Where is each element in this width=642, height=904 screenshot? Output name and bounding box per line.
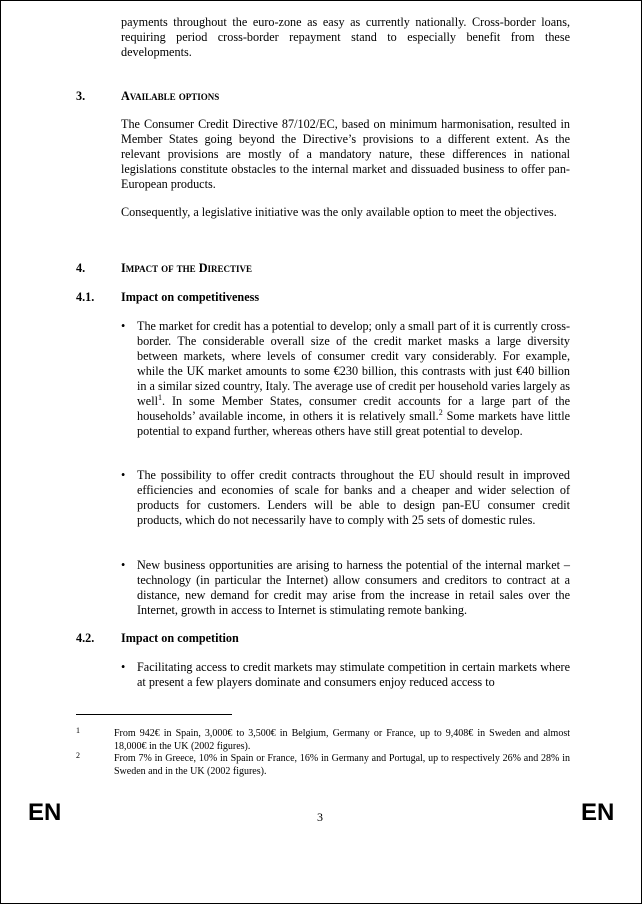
bullet-competitiveness-1 [137, 319, 570, 439]
page-number: 3 [317, 810, 323, 824]
footnote-1-mark: 1 [76, 726, 80, 735]
bullet-competition-1: Facilitating access to credit markets may stimulate competition in certain markets where at present a few players dominate and consumers enjoy reduced access to [137, 660, 570, 689]
language-code-right: EN [581, 799, 615, 826]
footnote-ref-1[interactable]: 1 [157, 392, 162, 402]
section-4-title: Impact of the Directive [121, 261, 253, 275]
section-4-2-title: Impact on competition [121, 631, 239, 645]
section-4-2-number: 4.2. [76, 631, 95, 645]
bullet-text: The market for credit has a potential to develop; only a small part of it is currently cross-border. The considerable overall size of the credit market masks a large diversity between markets, where levels of consumer credit vary considerably. For example, while the UK market amounts to some €230 billion, this contrasts with just €40 billion in a similar sized country, Italy. The average use of credit per household varies largely as well [137, 319, 570, 408]
footnote-2-text: From 7% in Greece, 10% in Spain or France, 16% in Germany and Portugal, up to respectively 26% and 28% in Sweden and in the UK (2002 figures). [114, 753, 570, 777]
bullet-marker: • [121, 468, 126, 482]
bullet-marker: • [121, 558, 126, 572]
bullet-marker: • [121, 660, 126, 674]
bullet-text: . In some Member States, consumer credit accounts for a large part of the households’ available income, in others it is relatively small. [137, 394, 570, 423]
bullet-competitiveness-3: New business opportunities are arising to harness the potential of the internal market – technology (in particular the Internet) allow consumers and creditors to contract at a distance, new demand for credit may arise from the increase in retail sales over the Internet, growth in access to Internet is stimulating remote banking. [137, 558, 570, 617]
intro-paragraph: payments throughout the euro-zone as easy as currently nationally. Cross-border loans, requiring period cross-border repayment stand to especially benefit from these developments. [121, 15, 570, 59]
footnote-ref-2[interactable]: 2 [438, 407, 443, 417]
section-3-title: Available options [121, 89, 220, 103]
bullet-competitiveness-2: The possibility to offer credit contracts throughout the EU should result in improved efficiencies and economies of scale for banks and a cheaper and wider selection of products for customers. Lenders will be able to design pan-EU consumer credit products, which do not necessarily have to comply with 25 sets of domestic rules. [137, 468, 570, 527]
section-4-1-number: 4.1. [76, 290, 95, 304]
footnote-2-mark: 2 [76, 751, 80, 760]
section-3-paragraph-1: The Consumer Credit Directive 87/102/EC, based on minimum harmonisation, resulted in Member States going beyond the Directive’s provisions to a different extent. As the relevant provisions are mostly of a mandatory nature, these differences in national legislations constitute obstacles to the internal market and dissuaded business to offer pan-European products. [121, 117, 570, 191]
section-4-number: 4. [76, 261, 86, 275]
section-4-1-title: Impact on competitiveness [121, 290, 260, 304]
section-3-paragraph-2: Consequently, a legislative initiative was the only available option to meet the objectives. [121, 205, 557, 219]
bullet-marker: • [121, 319, 126, 333]
footnote-1-text: From 942€ in Spain, 3,000€ to 3,500€ in Belgium, Germany or France, up to 9,408€ in Sweden and almost 18,000€ in the UK (2002 figures). [114, 728, 570, 752]
language-code-left: EN [28, 799, 62, 826]
bullet-text: Some markets have little potential to expand further, whereas others have still great potential to develop. [137, 409, 570, 438]
section-3-number: 3. [76, 89, 86, 103]
footnote-divider [76, 714, 232, 715]
